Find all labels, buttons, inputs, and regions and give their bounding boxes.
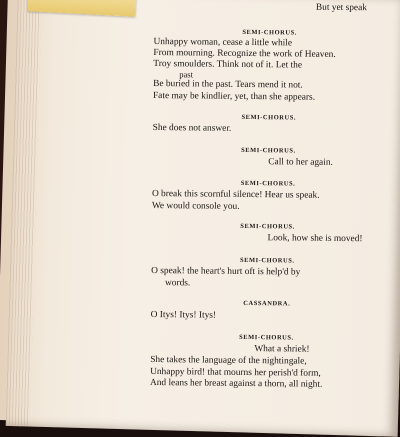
verse-line: Unhappy woman, cease a little while xyxy=(153,36,293,49)
speaker-label: SEMI-CHORUS. xyxy=(241,113,297,122)
verse-line: What a shriek! xyxy=(254,344,310,355)
verse-line: Be buried in the past. Tears mend it not. xyxy=(153,78,303,91)
speaker-label: SEMI-CHORUS. xyxy=(239,256,295,265)
speaker-label: SEMI-CHORUS. xyxy=(239,333,294,342)
verse-line: Call to her again. xyxy=(268,157,333,168)
page-text xyxy=(150,0,386,402)
verse-line: Fate may be kindlier, yet, than she appears. xyxy=(152,90,316,103)
verse-line: O speak! the heart's hurt oft is help'd by xyxy=(151,265,301,278)
verse-line: We would console you. xyxy=(151,200,240,212)
speaker-label: SEMI-CHORUS. xyxy=(240,222,295,231)
verse-line: She does not answer. xyxy=(152,122,232,134)
verse-line: Unhappy bird! that mourns her perish'd form, xyxy=(150,366,321,379)
verse-line: Troy smoulders. Think not of it. Let the xyxy=(153,58,303,71)
speaker-label: SEMI-CHORUS. xyxy=(241,146,296,155)
verse-line: Look, how she is moved! xyxy=(267,233,363,245)
speaker-label: CASSANDRA. xyxy=(243,299,291,308)
verse-line-continuation: words. xyxy=(164,278,191,289)
top-fragment-line: But yet speak xyxy=(315,2,368,14)
speaker-label: SEMI-CHORUS. xyxy=(240,179,296,188)
verse-line: O break this scornful silence! Hear us speak. xyxy=(151,188,320,201)
verse-line-continuation: past xyxy=(179,69,194,80)
verse-line: From mourning. Recognize the work of Heaven. xyxy=(153,47,336,60)
verse-line: She takes the language of the nightingale, xyxy=(150,354,307,367)
verse-line: O Itys! Itys! Itys! xyxy=(150,309,217,321)
speaker-label: SEMI-CHORUS. xyxy=(242,28,297,37)
verse-line: And leans her breast against a thorn, all night. xyxy=(149,377,323,390)
